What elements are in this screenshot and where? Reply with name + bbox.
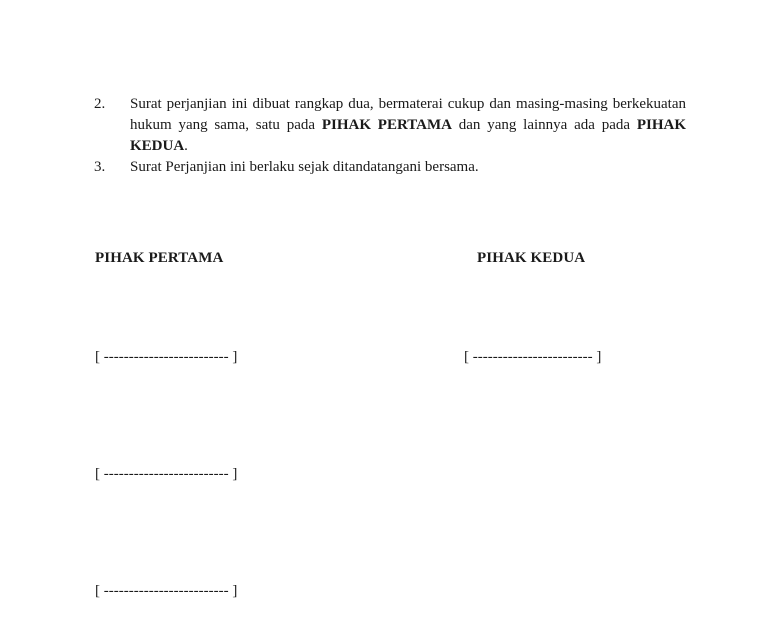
- clause-text: [130, 94, 686, 157]
- clause-text-part: Surat perjanjian ini dibuat rangkap dua, bermaterai cukup dan masing-masing berkekuatan hukum yang sama, satu pada: [130, 96, 686, 133]
- clause-list: [94, 94, 686, 178]
- clause-number: 3.: [94, 159, 106, 175]
- signature-line-first-party: [ ------------------------- ]: [95, 349, 238, 365]
- clause-text: Surat Perjanjian ini berlaku sejak ditandatangani bersama.: [130, 159, 479, 175]
- signature-line-witness-2: [ ------------------------- ]: [95, 583, 238, 599]
- party-name-bold: PIHAK PERTAMA: [321, 117, 452, 133]
- signature-line-witness-1: [ ------------------------- ]: [95, 466, 238, 482]
- second-party-heading: PIHAK KEDUA: [477, 250, 586, 266]
- clause-item: [94, 157, 686, 178]
- clause-text-part: .: [184, 138, 188, 154]
- first-party-heading: PIHAK PERTAMA: [95, 250, 224, 266]
- clause-item: [94, 94, 686, 157]
- clause-text-part: dan yang lainnya ada pada: [451, 117, 637, 133]
- signature-line-second-party: [ ------------------------ ]: [464, 349, 602, 365]
- party-name-bold: PIHAK KEDUA: [130, 117, 686, 154]
- clause-number: 2.: [94, 96, 106, 112]
